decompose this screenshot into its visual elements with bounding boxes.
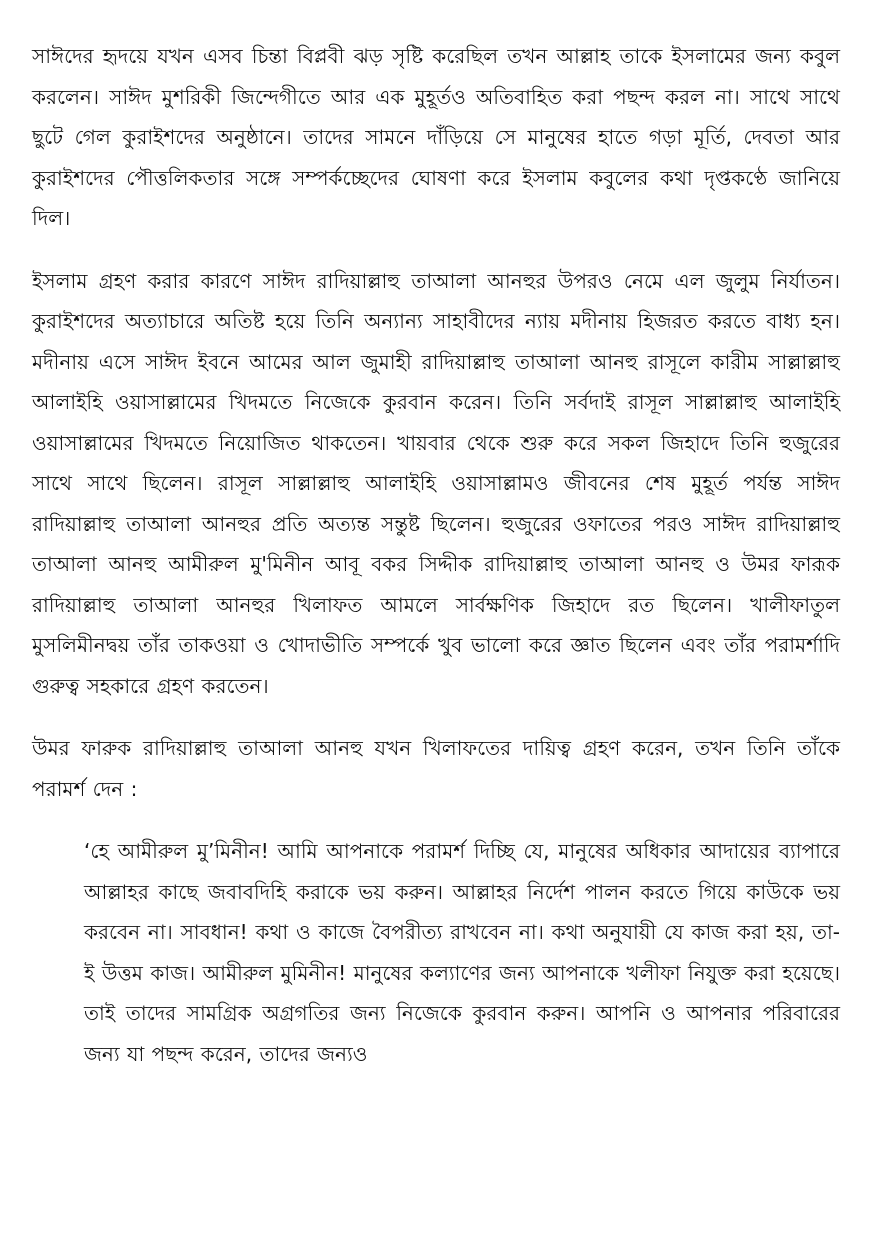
block-quote: ‘হে আমীরুল মু’মিনীন! আমি আপনাকে পরামর্শ দিচ্ছি যে, মানুষের অধিকার আদায়ের ব্যাপারে আল্লাহর কাছে জবাবদিহি করাকে ভয় করুন। আল্লাহর নির্দেশ পালন করতে গিয়ে কাউকে ভয় করবেন না। সাবধান! কথা ও কাজে বৈপরীত্য রাখবেন না। কথা অনুযায়ী যে কাজ করা হয়, তা-ই উত্তম কাজ। আমীরুল মুমিনীন! মানুষের কল্যাণের জন্য আপনাকে খলীফা নিযুক্ত করা হয়েছে। তাই তাদের সামগ্রিক অগ্রগতির জন্য নিজেকে কুরবান করুন। আপনি ও আপনার পরিবারের জন্য যা পছন্দ করেন, তাদের জন্যও — [84, 839, 840, 1066]
paragraph-3: উমর ফারুক রাদিয়াল্লাহু তাআলা আনহু যখন খিলাফতের দায়িত্ব গ্রহণ করেন, তখন তিনি তাঁকে পরামর্শ দেন : — [32, 736, 840, 801]
paragraph-1: সাঈদের হৃদয়ে যখন এসব চিন্তা বিপ্লবী ঝড় সৃষ্টি করেছিল তখন আল্লাহ তাকে ইসলামের জন্য কবুল করলেন। সাঈদ মুশরিকী জিন্দেগীতে আর এক মুহূর্তও অতিবাহিত করা পছন্দ করল না। সাথে সাথে ছুটে গেল কুরাইশদের অনুষ্ঠানে। তাদের সামনে দাঁড়িয়ে সে মানুষের হাতে গড়া মূর্তি, দেবতা আর কুরাইশদের পৌত্তলিকতার সঙ্গে সম্পর্কচ্ছেদের ঘোষণা করে ইসলাম কবুলের কথা দৃপ্তকণ্ঠে জানিয়ে দিল। — [32, 44, 840, 230]
paragraph-2: ইসলাম গ্রহণ করার কারণে সাঈদ রাদিয়াল্লাহু তাআলা আনহুর উপরও নেমে এল জুলুম নির্যাতন। কুরাইশদের অত্যাচারে অতিষ্ট হয়ে তিনি অন্যান্য সাহাবীদের ন্যায় মদীনায় হিজরত করতে বাধ্য হন। মদীনায় এসে সাঈদ ইবনে আমের আল জুমাহী রাদিয়াল্লাহু তাআলা আনহু রাসূলে কারীম সাল্লাল্লাহু আলাইহি ওয়াসাল্লামের খিদমতে নিজেকে কুরবান করেন। তিনি সর্বদাই রাসূল সাল্লাল্লাহু আলাইহি ওয়াসাল্লামের খিদমতে নিয়োজিত থাকতেন। খায়বার থেকে শুরু করে সকল জিহাদে তিনি হুজুরের সাথে সাথে ছিলেন। রাসূল সাল্লাল্লাহু আলাইহি ওয়াসাল্লামও জীবনের শেষ মুহূর্ত পর্যন্ত সাঈদ রাদিয়াল্লাহু তাআলা আনহুর প্রতি অত্যন্ত সন্তুষ্ট ছিলেন। হুজুরের ওফাতের পরও সাঈদ রাদিয়াল্লাহু তাআলা আনহু আমীরুল মু'মিনীন আবূ বকর সিদ্দীক রাদিয়াল্লাহু তাআলা আনহু ও উমর ফারূক রাদিয়াল্লাহু তাআলা আনহুর খিলাফত আমলে সার্বক্ষণিক জিহাদে রত ছিলেন। খালীফাতুল মুসলিমীনদ্বয় তাঁর তাকওয়া ও খোদাভীতি সম্পর্কে খুব ভালো করে জ্ঞাত ছিলেন এবং তাঁর পরামর্শাদি গুরুত্ব সহকারে গ্রহণ করতেন। — [32, 268, 840, 698]
